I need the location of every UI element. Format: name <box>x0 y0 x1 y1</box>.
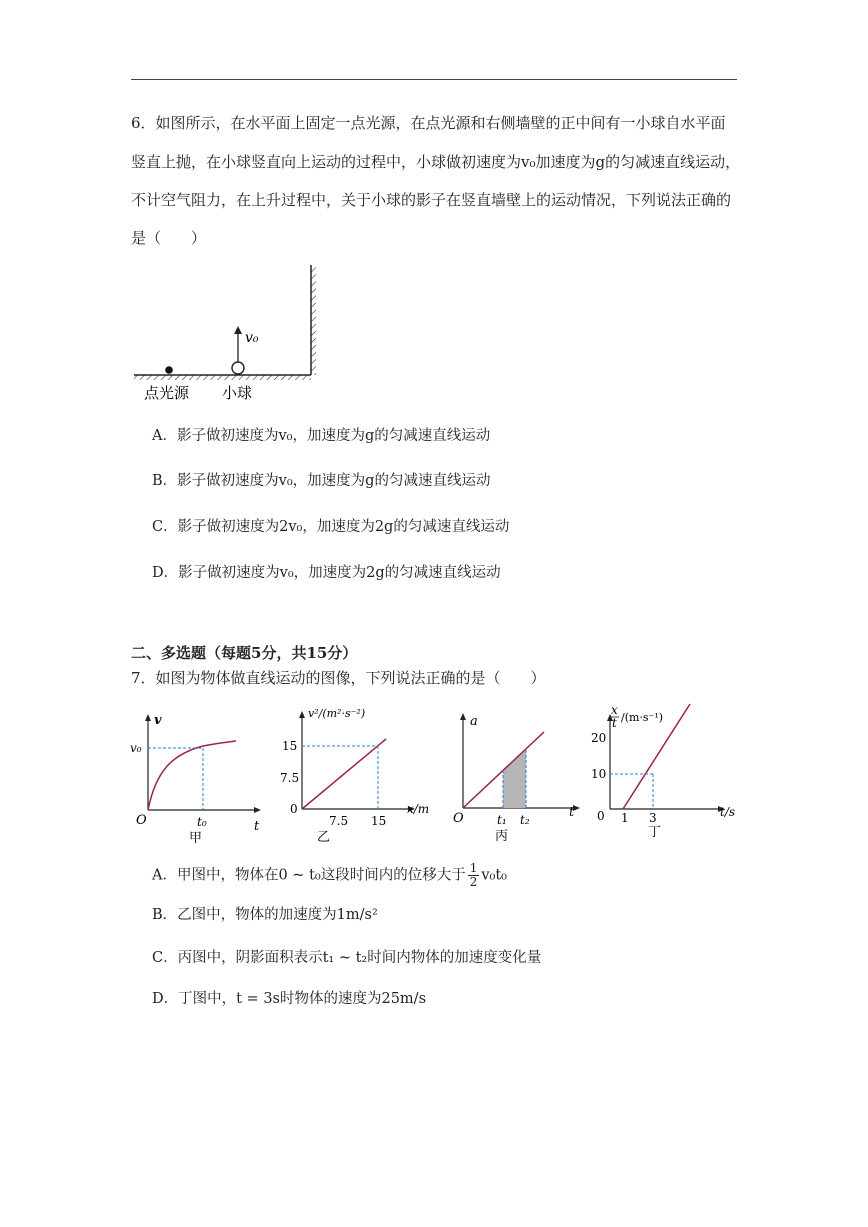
q6-option-b[interactable]: B．影子做初速度为v₀，加速度为g的匀减速直线运动 <box>152 473 491 489</box>
ball-label: 小球 <box>222 384 253 402</box>
ding-ylabel-unit: /(m·s⁻¹) <box>621 711 664 724</box>
ding-ytick-20: 20 <box>591 731 607 745</box>
jia-ytick: v₀ <box>130 741 142 755</box>
q6-stem-line4: 是（ ） <box>131 229 207 247</box>
velocity-arrow-head <box>234 326 242 334</box>
jia-xlabel: t <box>254 819 260 834</box>
jia-xtick: t₀ <box>197 815 207 829</box>
graph-ding <box>590 702 750 842</box>
header-rule <box>131 79 737 80</box>
q7-option-a-fraction <box>468 862 480 889</box>
graph-jia <box>128 712 268 852</box>
yi-xtick-7-5: 7.5 <box>329 814 349 828</box>
yi-ytick-7-5: 7.5 <box>280 771 300 785</box>
q7-option-c[interactable]: C．丙图中，阴影面积表示t₁ ~ t₂时间内物体的加速度变化量 <box>152 950 542 966</box>
graph-yi <box>280 705 440 845</box>
yi-ylabel: v²/(m²·s⁻²) <box>308 707 366 720</box>
q7-option-a-frac-num: 1 <box>469 861 478 875</box>
q6-option-a[interactable]: A．影子做初速度为v₀，加速度为g的匀减速直线运动 <box>152 428 491 444</box>
light-source-label: 点光源 <box>144 384 190 402</box>
graph-bing <box>448 712 588 852</box>
ding-name: 丁 <box>648 825 662 840</box>
q7-option-a-frac-den: 2 <box>469 875 478 889</box>
velocity-label: v₀ <box>245 330 259 346</box>
ding-ytick-10: 10 <box>591 767 607 781</box>
light-source-dot <box>165 366 173 374</box>
q6-stem-line3: 不计空气阻力，在上升过程中，关于小球的影子在竖直墙壁上的运动情况，下列说法正确的 <box>131 191 732 209</box>
ding-xlabel: t/s <box>720 805 736 819</box>
bing-ylabel: a <box>470 714 478 729</box>
q7-option-a-suffix: v₀t₀ <box>481 867 507 884</box>
q7-option-b[interactable]: B．乙图中，物体的加速度为1m/s² <box>152 907 378 923</box>
bing-origin: O <box>453 811 464 826</box>
q6-figure <box>130 262 330 402</box>
q6-stem-line1: 6．如图所示，在水平面上固定一点光源，在点光源和右侧墙壁的正中间有一小球自水平面 <box>131 114 726 132</box>
yi-xtick-15: 15 <box>371 814 387 828</box>
jia-origin: O <box>136 813 147 828</box>
ding-xtick-1: 1 <box>621 811 629 825</box>
q6-option-c[interactable]: C．影子做初速度为2v₀，加速度为2g的匀减速直线运动 <box>152 519 510 535</box>
q7-stem: 7．如图为物体做直线运动的图像，下列说法正确的是（ ） <box>131 669 546 687</box>
bing-xtick-t1: t₁ <box>497 813 507 827</box>
q7-option-a[interactable] <box>152 862 507 889</box>
bing-xtick-t2: t₂ <box>520 813 530 827</box>
jia-ylabel: v <box>154 713 162 728</box>
q6-option-d[interactable]: D．影子做初速度为v₀，加速度为2g的匀减速直线运动 <box>152 565 501 581</box>
jia-name: 甲 <box>189 831 203 846</box>
ding-xtick-3: 3 <box>649 811 657 825</box>
yi-xlabel: x/m <box>407 802 430 816</box>
ding-origin: 0 <box>597 809 605 823</box>
yi-name: 乙 <box>317 830 331 845</box>
ball <box>232 362 244 374</box>
yi-line <box>302 739 386 809</box>
jia-curve <box>148 741 236 810</box>
q7-option-a-prefix: A．甲图中，物体在0 ~ t₀这段时间内的位移大于 <box>152 867 466 884</box>
ding-ylabel-num: x <box>611 703 618 717</box>
yi-ytick-15: 15 <box>282 739 298 753</box>
section-heading: 二、多选题（每题5分，共15分） <box>131 644 358 662</box>
q7-option-d[interactable]: D．丁图中，t = 3s时物体的速度为25m/s <box>152 991 427 1007</box>
bing-name: 丙 <box>495 829 509 844</box>
bing-xlabel: t <box>569 805 575 820</box>
q6-stem-line2: 竖直上抛，在小球竖直向上运动的过程中，小球做初速度为v₀加速度为g的匀减速直线运动， <box>131 153 741 171</box>
ding-ylabel-den: t <box>612 716 617 730</box>
yi-origin: 0 <box>290 802 298 816</box>
